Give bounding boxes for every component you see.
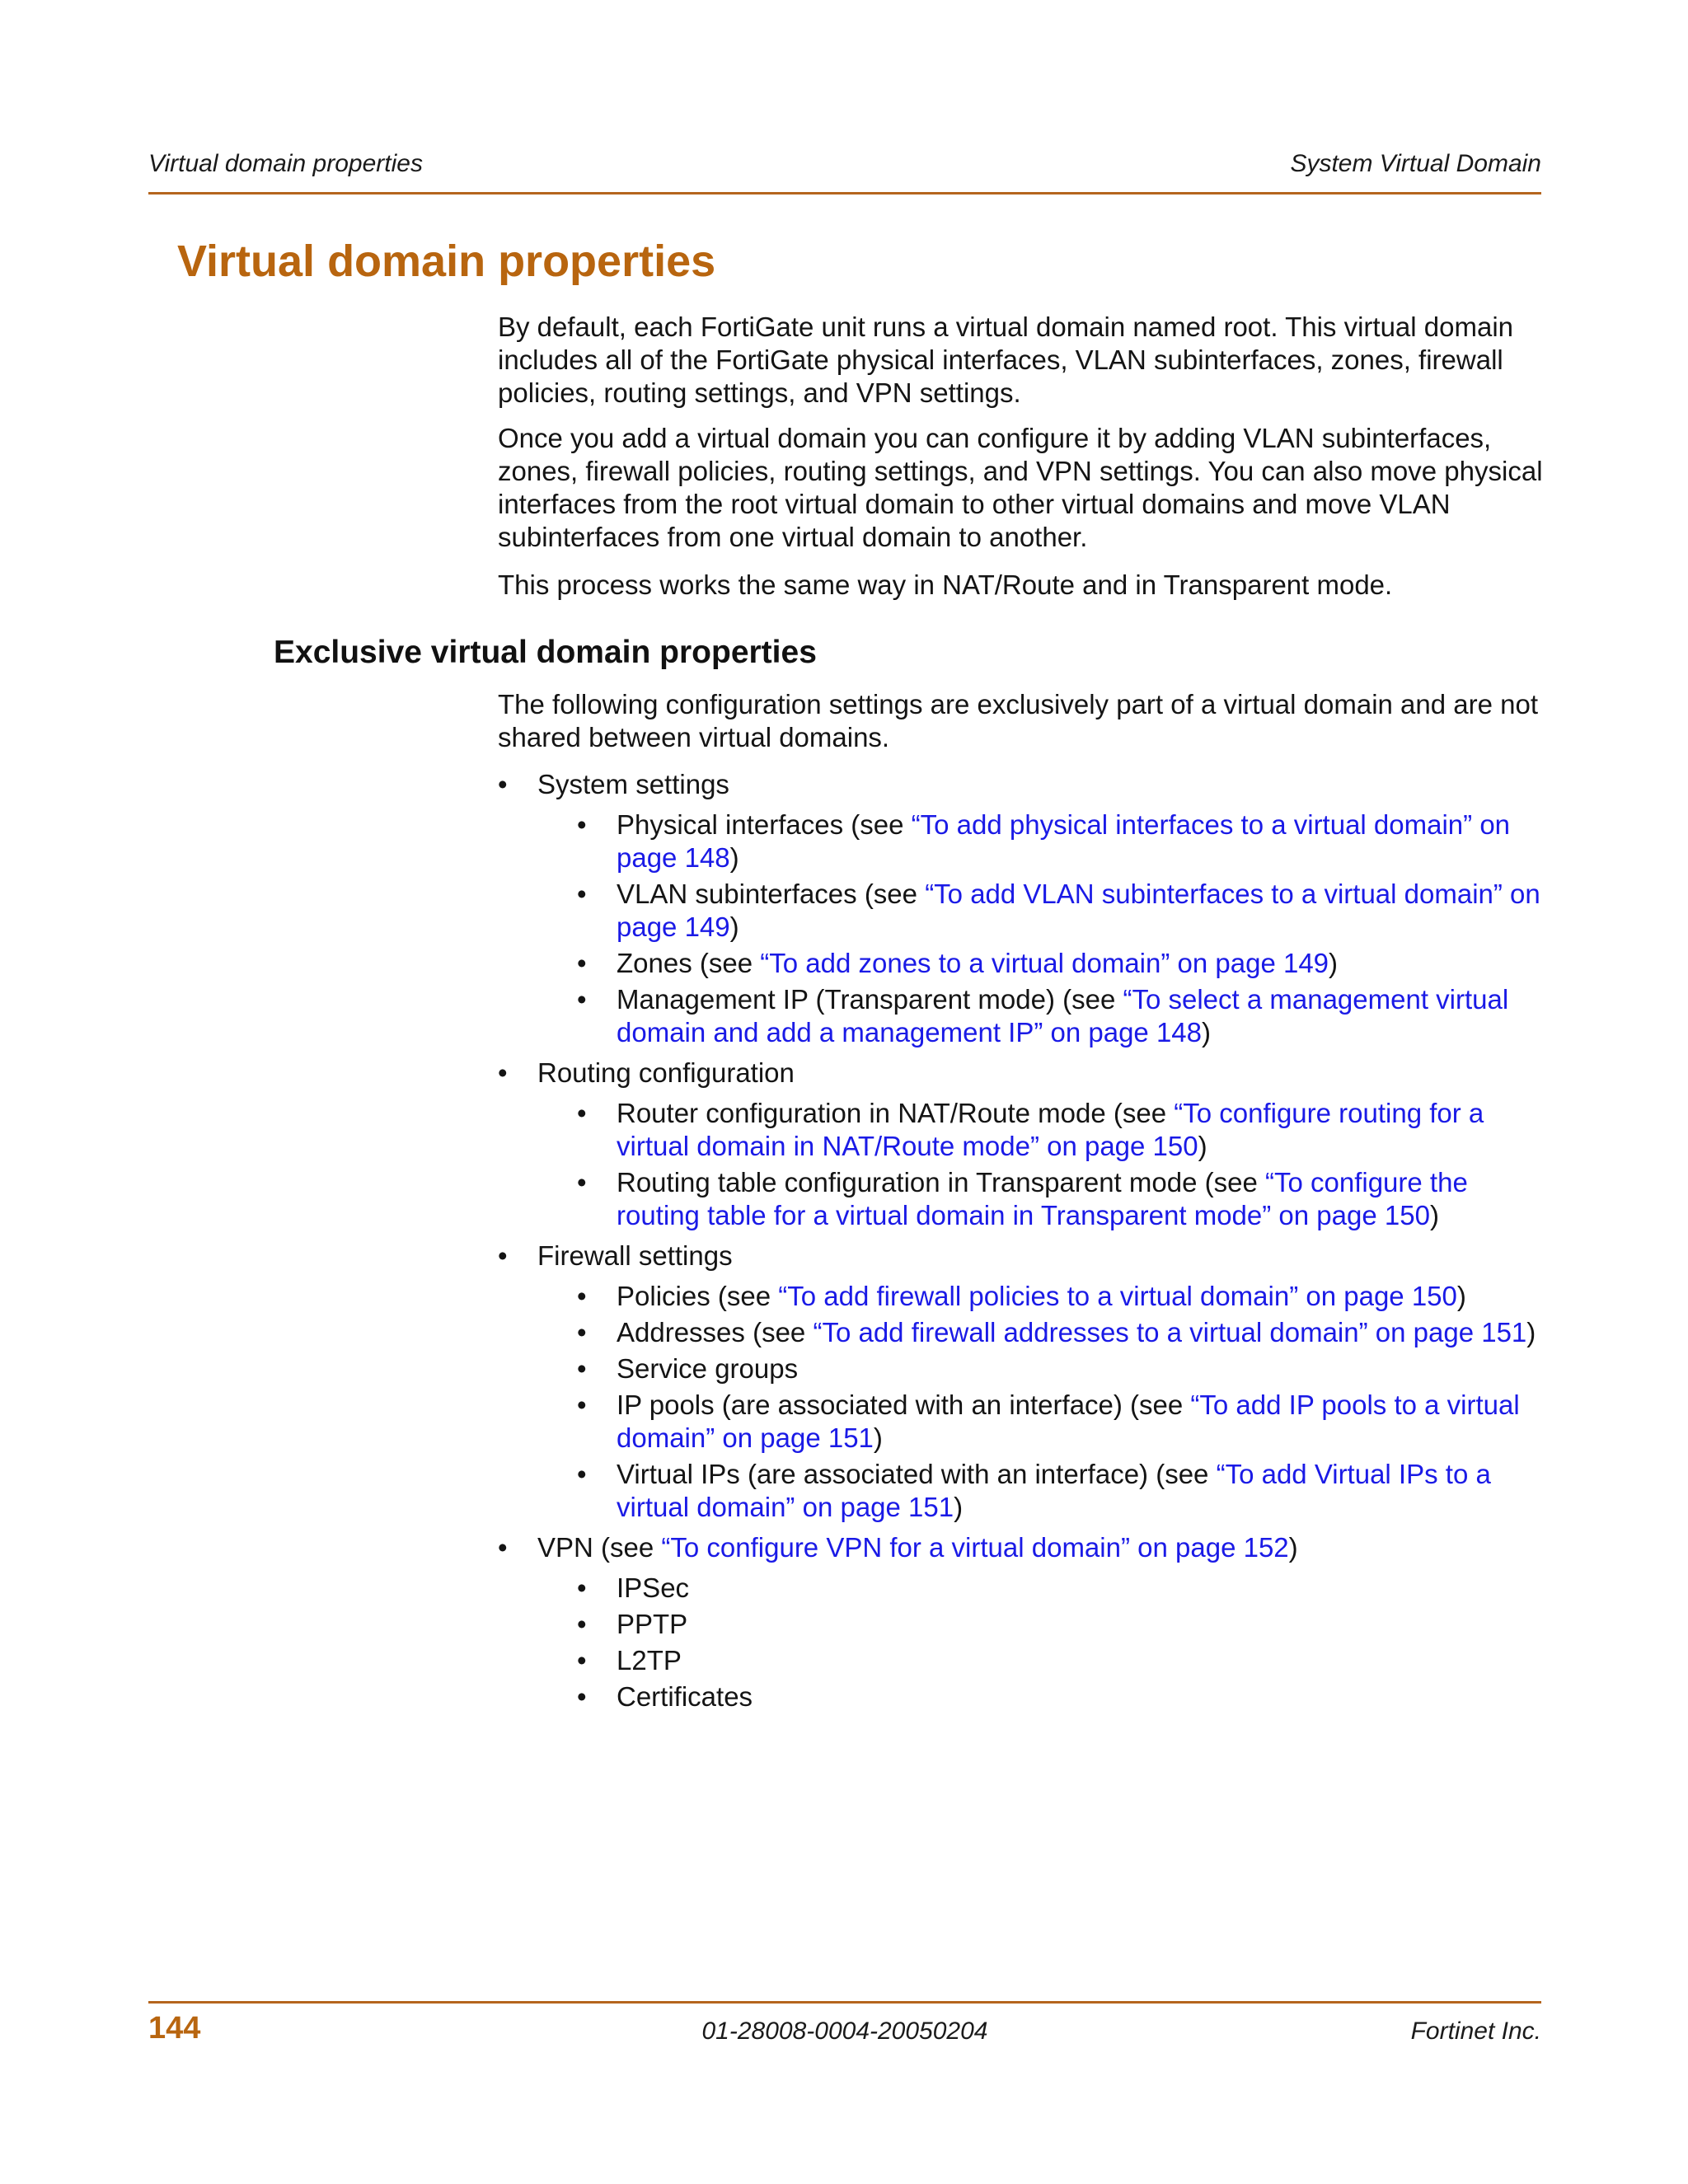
item-after: ) (873, 1422, 883, 1453)
section-intro: The following configuration settings are exclusively part of a virtual domain and are not shared between virtual domains. (498, 689, 1539, 752)
header-rule (148, 192, 1541, 194)
running-header (148, 150, 1541, 183)
item-after: ) (954, 1492, 964, 1522)
list-item (537, 1316, 1545, 1349)
sublist-firewall-settings (537, 1280, 1545, 1524)
item-text: PPTP (617, 1609, 688, 1639)
cross-reference-link[interactable]: “To add Virtual IPs to a virtual domain” on page 151 (617, 1459, 1491, 1522)
item-text: Management IP (Transparent mode) (see (617, 984, 1123, 1015)
header-section-title: Virtual domain properties (148, 150, 423, 177)
item-text: IPSec (617, 1572, 690, 1603)
list-item-routing-configuration (498, 1057, 1545, 1232)
group-label: System settings (537, 769, 729, 799)
item-text: IP pools (are associated with an interface) (see (617, 1390, 1191, 1420)
item-after: ) (1526, 1317, 1536, 1347)
bullet: • (577, 1317, 587, 1347)
bullet: • (577, 879, 587, 909)
bullet: • (498, 1057, 508, 1088)
footer-rule (148, 2001, 1541, 2004)
bullet: • (577, 1390, 587, 1420)
item-after: ) (1329, 948, 1339, 978)
bullet: • (577, 1353, 587, 1384)
cross-reference-link[interactable]: “To add IP pools to a virtual domain” on page 151 (617, 1390, 1520, 1453)
item-after: ) (1202, 1017, 1212, 1047)
group-label: Routing configuration (537, 1057, 795, 1088)
intro-paragraph-3: This process works the same way in NAT/Route and in Transparent mode. (498, 569, 1393, 600)
bullet: • (577, 1609, 587, 1639)
bullet: • (577, 948, 587, 978)
cross-reference-link[interactable]: “To add physical interfaces to a virtual domain” on page 148 (617, 809, 1511, 873)
group-label: VPN (see (537, 1532, 662, 1563)
cross-reference-link[interactable]: “To select a management virtual domain and add a management IP” on page 148 (617, 984, 1509, 1047)
bullet: • (577, 1098, 587, 1128)
cross-reference-link[interactable]: “To add firewall policies to a virtual domain” on page 150 (778, 1281, 1457, 1311)
bullet: • (498, 769, 508, 799)
company-name: Fortinet Inc. (1410, 2018, 1541, 2045)
bullet: • (577, 984, 587, 1015)
cross-reference-link[interactable]: “To add firewall addresses to a virtual domain” on page 151 (813, 1317, 1527, 1347)
item-text: VLAN subinterfaces (see (617, 879, 926, 909)
list-item (537, 983, 1545, 1049)
page-title: Virtual domain properties (177, 237, 716, 286)
list-item (537, 1608, 1545, 1641)
item-after: ) (1456, 1281, 1466, 1311)
list-item (537, 1680, 1545, 1713)
list-item-vpn (498, 1531, 1545, 1713)
item-text: Physical interfaces (see (617, 809, 912, 840)
cross-reference-link[interactable]: “To add VLAN subinterfaces to a virtual domain” on page 149 (617, 879, 1540, 942)
list-item (537, 1097, 1545, 1163)
group-label-after: ) (1288, 1532, 1298, 1563)
exclusive-settings-list (498, 768, 1545, 1721)
item-text: Certificates (617, 1681, 753, 1712)
item-text: Routing table configuration in Transparent mode (see (617, 1167, 1265, 1197)
item-text: L2TP (617, 1645, 682, 1675)
list-item (537, 1458, 1545, 1524)
running-footer (148, 2011, 1541, 2052)
item-text: Virtual IPs (are associated with an interface) (see (617, 1459, 1217, 1489)
sublist-vpn (537, 1572, 1545, 1713)
cross-reference-link[interactable]: “To add zones to a virtual domain” on page 149 (760, 948, 1329, 978)
item-text: Router configuration in NAT/Route mode (see (617, 1098, 1175, 1128)
cross-reference-link[interactable]: “To configure the routing table for a virtual domain in Transparent mode” on page 150 (617, 1167, 1468, 1230)
intro-paragraph-2: Once you add a virtual domain you can configure it by adding VLAN subinterfaces, zones, firewall policies, routing settings, and VPN settings. You can also move physical interfaces from the root virtual domain to other virtual domains and move VLAN subinterfaces from one virtual domain to another. (498, 423, 1543, 552)
bullet: • (577, 1645, 587, 1675)
item-after: ) (729, 842, 739, 873)
bullet: • (577, 1681, 587, 1712)
list-item (537, 1572, 1545, 1605)
list-item (537, 1389, 1545, 1455)
item-after: ) (1429, 1200, 1439, 1230)
header-chapter-title: System Virtual Domain (1290, 150, 1541, 177)
bullet: • (577, 1572, 587, 1603)
list-item-system-settings (498, 768, 1545, 1049)
item-after: ) (1198, 1131, 1207, 1161)
list-item (537, 1166, 1545, 1232)
group-label: Firewall settings (537, 1240, 733, 1271)
section-heading: Exclusive virtual domain properties (274, 635, 817, 670)
item-after: ) (729, 912, 739, 942)
list-item (537, 1644, 1545, 1677)
bullet: • (577, 1459, 587, 1489)
list-item-firewall-settings (498, 1240, 1545, 1524)
list-item (537, 878, 1545, 944)
bullet: • (577, 1281, 587, 1311)
bullet: • (498, 1240, 508, 1271)
cross-reference-link[interactable]: “To configure routing for a virtual domain in NAT/Route mode” on page 150 (617, 1098, 1484, 1161)
sublist-system-settings (537, 808, 1545, 1049)
document-id: 01-28008-0004-20050204 (701, 2018, 988, 2045)
sublist-routing-configuration (537, 1097, 1545, 1232)
bullet: • (498, 1532, 508, 1563)
item-text: Zones (see (617, 948, 761, 978)
list-item (537, 1280, 1545, 1313)
item-text: Addresses (see (617, 1317, 814, 1347)
page-number: 144 (148, 2011, 201, 2046)
item-text: Policies (see (617, 1281, 779, 1311)
list-item (537, 1352, 1545, 1385)
list-item (537, 947, 1545, 980)
intro-paragraph-1: By default, each FortiGate unit runs a virtual domain named root. This virtual domain includes all of the FortiGate physical interfaces, VLAN subinterfaces, zones, firewall policies, routing settings, and VPN settings. (498, 312, 1514, 408)
item-text: Service groups (617, 1353, 799, 1384)
cross-reference-link[interactable]: “To configure VPN for a virtual domain” on page 152 (661, 1532, 1289, 1563)
bullet: • (577, 809, 587, 840)
list-item (537, 808, 1545, 874)
bullet: • (577, 1167, 587, 1197)
